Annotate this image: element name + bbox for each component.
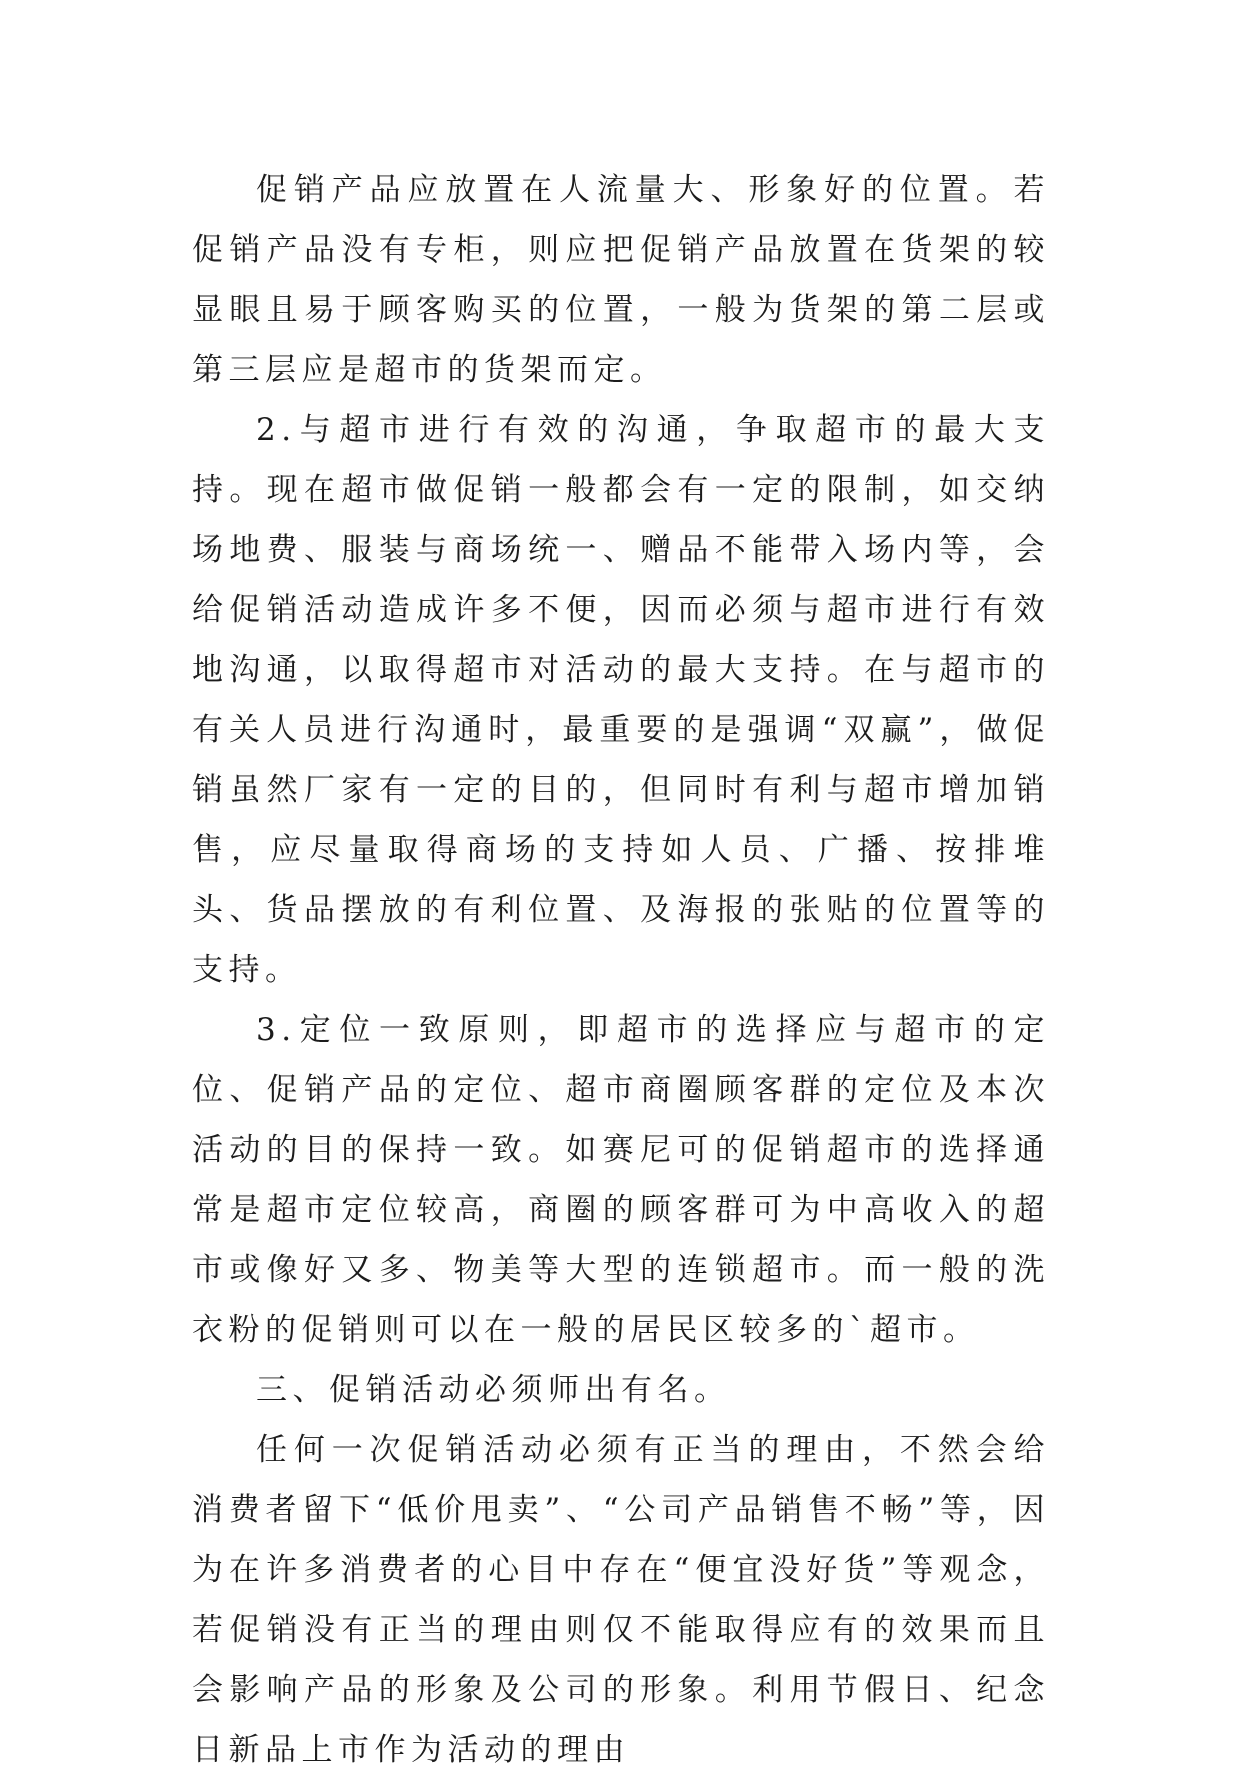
paragraph-supermarket-communication: 2.与超市进行有效的沟通，争取超市的最大支持。现在超市做促销一般都会有一定的限制，如交纳场地费、服装与商场统一、赠品不能带入场内等，会给促销活动造成许多不便，因而必须与超市进行有效地沟通，以取得超市对活动的最大支持。在与超市的有关人员进行沟通时，最重要的是强调“双赢”，做促销虽然厂家有一定的目的，但同时有利与超市增加销售，应尽量取得商场的支持如人员、广播、按排堆头、货品摆放的有利位置、及海报的张贴的位置等的支持。: [192, 412, 1050, 988]
paragraph-promotion-reason: 任何一次促销活动必须有正当的理由，不然会给消费者留下“低价甩卖”、“公司产品销售不畅”等，因为在许多消费者的心目中存在“便宜没好货”等观念，若促销没有正当的理由则仅不能取得应有的效果而且会影响产品的形象及公司的形象。利用节假日、纪念日新品上市作为活动的理由: [192, 1432, 1050, 1768]
section-heading-justified-promotion: 三、促销活动必须师出有名。: [256, 1372, 731, 1408]
paragraph-positioning-principle: 3.定位一致原则，即超市的选择应与超市的定位、促销产品的定位、超市商圈顾客群的定位及本次活动的目的保持一致。如赛尼可的促销超市的选择通常是超市定位较高，商圈的顾客群可为中高收入的超市或像好又多、物美等大型的连锁超市。而一般的洗衣粉的促销则可以在一般的居民区较多的`超市。: [192, 1012, 1050, 1348]
document-body: [192, 160, 1050, 1780]
paragraph-product-placement: 促销产品应放置在人流量大、形象好的位置。若促销产品没有专柜，则应把促销产品放置在货架的较显眼且易于顾客购买的位置，一般为货架的第二层或第三层应是超市的货架而定。: [192, 172, 1050, 388]
